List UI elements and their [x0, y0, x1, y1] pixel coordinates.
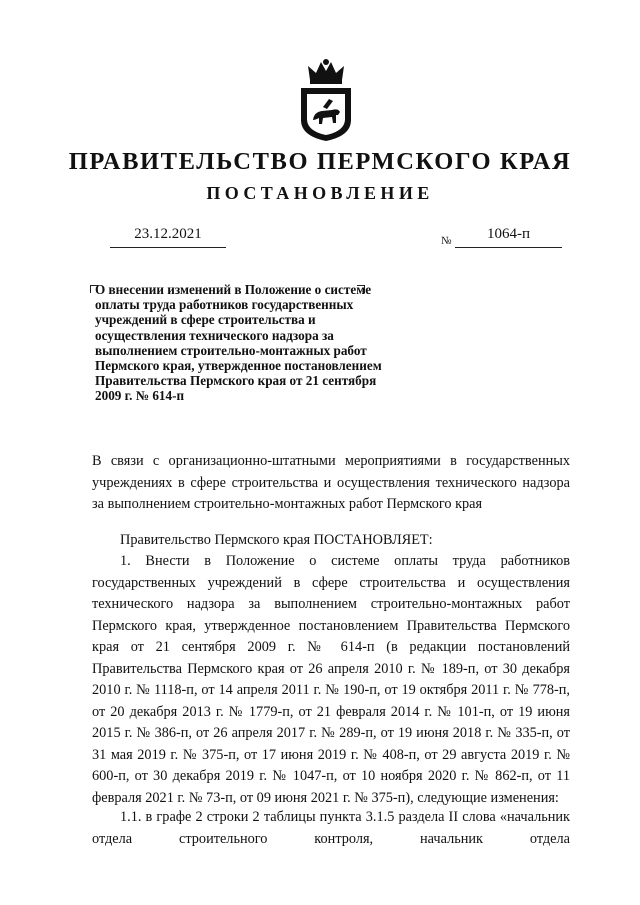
document-type: ПОСТАНОВЛЕНИЕ — [206, 183, 434, 203]
clause-1-1-paragraph: 1.1. в графе 2 строки 2 таблицы пункта 3.1.5 раздела II слова «начальник отдела строительного контроля, начальник отдела — [92, 809, 570, 847]
number-sign: № — [441, 235, 452, 247]
preamble-paragraph — [92, 451, 570, 516]
decree-date: 23.12.2021 — [110, 226, 226, 248]
decree-subject: О внесении изменений в Положение о системе оплаты труда работников государственных учреждений в сфере строительства и осуществления технического надзора за выполнением строительно-монтажных работ Пермского края, утвержденное постановлением Правительства Пермского края от 21 сентября 2009 г. № 614-п — [95, 282, 382, 404]
resolution-paragraph: Правительство Пермского края ПОСТАНОВЛЯЕТ: — [120, 532, 433, 548]
clause-1-paragraph: 1. Внести в Положение о системе оплаты труда работников государственных учреждений в сфере строительства и осуществления технического надзора за выполнением строительно-монтажных работ Пермского края, утвержденное постановлением Правительства Пермского края от 21 сентября 2009 г. № 614-п (в редакции постановлений Правительства Пермского края от 26 апреля 2010 г. № 189-п, от 30 декабря 2010 г. № 1118-п, от 14 апреля 2011 г. № 190-п, от 19 октября 2011 г. № 778-п, от 20 декабря 2013 г. № 1779-п, от 21 февраля 2014 г. № 101-п, от 19 июня 2015 г. № 386-п, от 26 апреля 2017 г. № 289-п, от 19 июня 2018 г. № 335-п, от 31 мая 2019 г. № 375-п, от 17 июня 2019 г. № 408-п, от 29 августа 2019 г. № 600-п, от 30 декабря 2019 г. № 1047-п, от 10 ноября 2020 г. № 862-п, от 11 февраля 2021 г. № 73-п, от 09 июня 2021 г. № 375-п), следующие изменения: — [92, 553, 570, 806]
decree-number: 1064-п — [455, 226, 562, 248]
perm-krai-coat-of-arms-icon — [296, 58, 356, 142]
government-title: ПРАВИТЕЛЬСТВО ПЕРМСКОГО КРАЯ — [68, 148, 572, 175]
preamble-text: В связи с организационно-штатными мероприятиями в государственных учреждениях в сфере строительства и осуществления технического надзора за выполнением строительно-монтажных работ Пермского края — [92, 453, 570, 512]
